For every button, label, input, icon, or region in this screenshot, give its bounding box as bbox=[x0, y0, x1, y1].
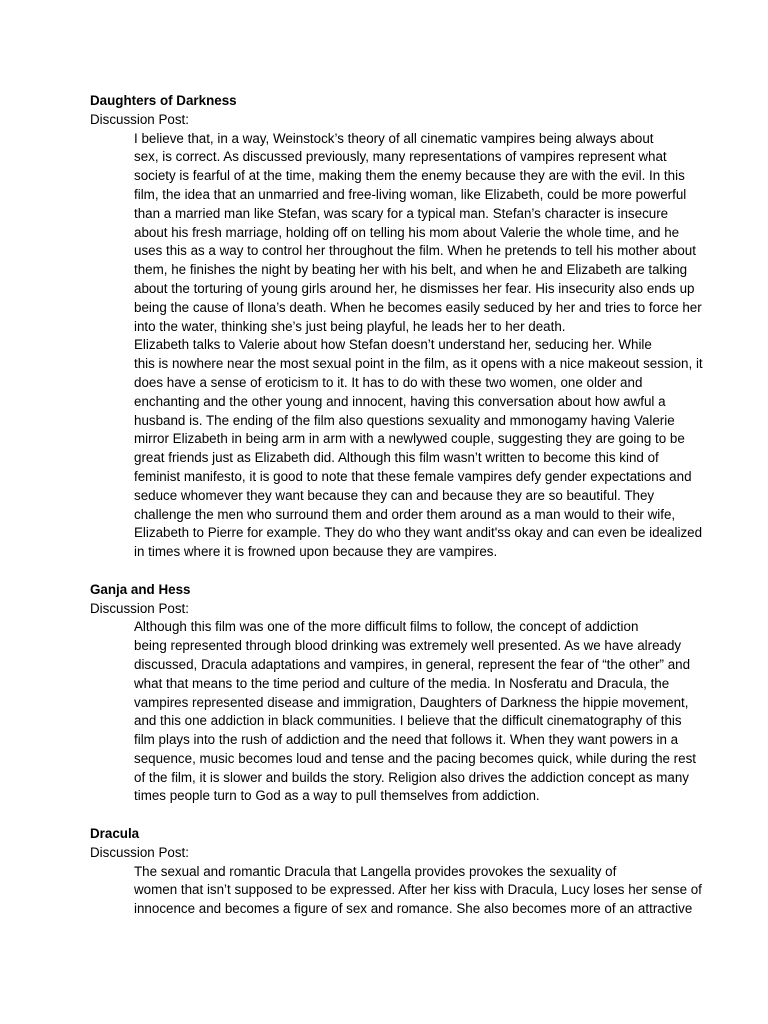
text-line: uses this as a way to control her throughout the film. When he pretends to tell his mother about bbox=[134, 243, 696, 259]
text-line: challenge the men who surround them and order them around as a man would to their wife, bbox=[134, 506, 676, 522]
text-line: women that isn’t supposed to be expressed. After her kiss with Dracula, Lucy loses her sense of bbox=[134, 882, 702, 898]
document-page bbox=[90, 92, 703, 919]
text-line: into the water, thinking she’s just being playful, he leads her to her death. bbox=[134, 318, 566, 334]
text-line: does have a sense of eroticism to it. It has to do with these two women, one older and bbox=[134, 374, 643, 390]
text-line: being the cause of Ilona’s death. When he becomes easily seduced by her and tries to force her bbox=[134, 299, 702, 315]
section-dracula bbox=[90, 825, 702, 919]
text-line: Elizabeth to Pierre for example. They do who they want andit'ss okay and can even be idealized bbox=[134, 525, 703, 541]
discussion-post-label: Discussion Post: bbox=[90, 111, 189, 127]
text-line: film plays into the rush of addiction and the need that follows it. When they want powers in a bbox=[134, 732, 679, 748]
text-line: of the film, it is slower and builds the story. Religion also drives the addiction concept as many bbox=[134, 769, 689, 785]
section-spacer bbox=[90, 562, 680, 581]
text-line: what that means to the time period and culture of the media. In Nosferatu and Dracula, the bbox=[134, 675, 670, 691]
section-spacer bbox=[90, 806, 680, 825]
text-line: vampires represented disease and immigration, Daughters of Darkness the hippie movement, bbox=[134, 694, 689, 710]
text-line: Elizabeth talks to Valerie about how Stefan doesn’t understand her, seducing her. While bbox=[134, 337, 652, 353]
section-ganja-and-hess bbox=[90, 581, 697, 807]
text-line: husband is. The ending of the film also questions sexuality and mmonogamy having Valerie bbox=[134, 412, 675, 428]
text-line: sex, is correct. As discussed previously, many representations of vampires represent what bbox=[134, 149, 667, 165]
text-line: discussed, Dracula adaptations and vampires, in general, represent the fear of “the other” and bbox=[134, 656, 691, 672]
text-line: seduce whomever they want because they can and because they are so beautiful. They bbox=[134, 487, 655, 503]
section-title: Dracula bbox=[90, 826, 140, 842]
text-line: and this one addiction in black communities. I believe that the difficult cinematography of this bbox=[134, 713, 682, 729]
text-line: innocence and becomes a figure of sex and romance. She also becomes more of an attractive bbox=[134, 901, 693, 917]
text-line: I believe that, in a way, Weinstock’s theory of all cinematic vampires being always about bbox=[134, 130, 654, 146]
text-line: film, the idea that an unmarried and free-living woman, like Elizabeth, could be more powerful bbox=[134, 186, 687, 202]
text-line: being represented through blood drinking was extremely well presented. As we have already bbox=[134, 638, 682, 654]
text-line: about his fresh marriage, holding off on telling his mom about Valerie the whole time, and he bbox=[134, 224, 680, 240]
section-daughters-of-darkness bbox=[90, 92, 703, 562]
text-line: Although this film was one of the more difficult films to follow, the concept of addiction bbox=[134, 619, 639, 635]
text-line: The sexual and romantic Dracula that Langella provides provokes the sexuality of bbox=[134, 863, 617, 879]
paragraph bbox=[90, 130, 702, 337]
text-line: enchanting and the other young and innocent, having this conversation about how awful a bbox=[134, 393, 666, 409]
paragraph bbox=[90, 336, 703, 562]
section-title: Daughters of Darkness bbox=[90, 93, 237, 108]
text-line: in times where it is frowned upon because they are vampires. bbox=[134, 544, 498, 560]
text-line: society is fearful of at the time, making them the enemy because they are with the evil. In this bbox=[134, 168, 685, 184]
text-line: this is nowhere near the most sexual point in the film, as it opens with a nice makeout session, it bbox=[134, 356, 703, 372]
text-line: about the torturing of young girls around her, he dismisses her fear. His insecurity also ends up bbox=[134, 280, 695, 296]
paragraph bbox=[90, 618, 697, 806]
text-line: mirror Elizabeth in being arm in arm with a newlywed couple, suggesting they are going to be bbox=[134, 431, 685, 447]
text-line: them, he finishes the night by beating her with his belt, and when he and Elizabeth are talking bbox=[134, 262, 688, 278]
text-line: times people turn to God as a way to pull themselves from addiction. bbox=[134, 788, 540, 804]
text-line: sequence, music becomes loud and tense and the pacing becomes quick, while during the rest bbox=[134, 750, 697, 766]
discussion-post-label: Discussion Post: bbox=[90, 844, 189, 860]
text-line: feminist manifesto, it is good to note that these female vampires defy gender expectations and bbox=[134, 468, 692, 484]
section-title: Ganja and Hess bbox=[90, 581, 191, 597]
text-line: great friends just as Elizabeth did. Although this film wasn’t written to become this kind of bbox=[134, 450, 659, 466]
paragraph bbox=[90, 863, 702, 919]
text-line: than a married man like Stefan, was scary for a typical man. Stefan’s character is insecure bbox=[134, 205, 669, 221]
discussion-post-label: Discussion Post: bbox=[90, 600, 189, 616]
